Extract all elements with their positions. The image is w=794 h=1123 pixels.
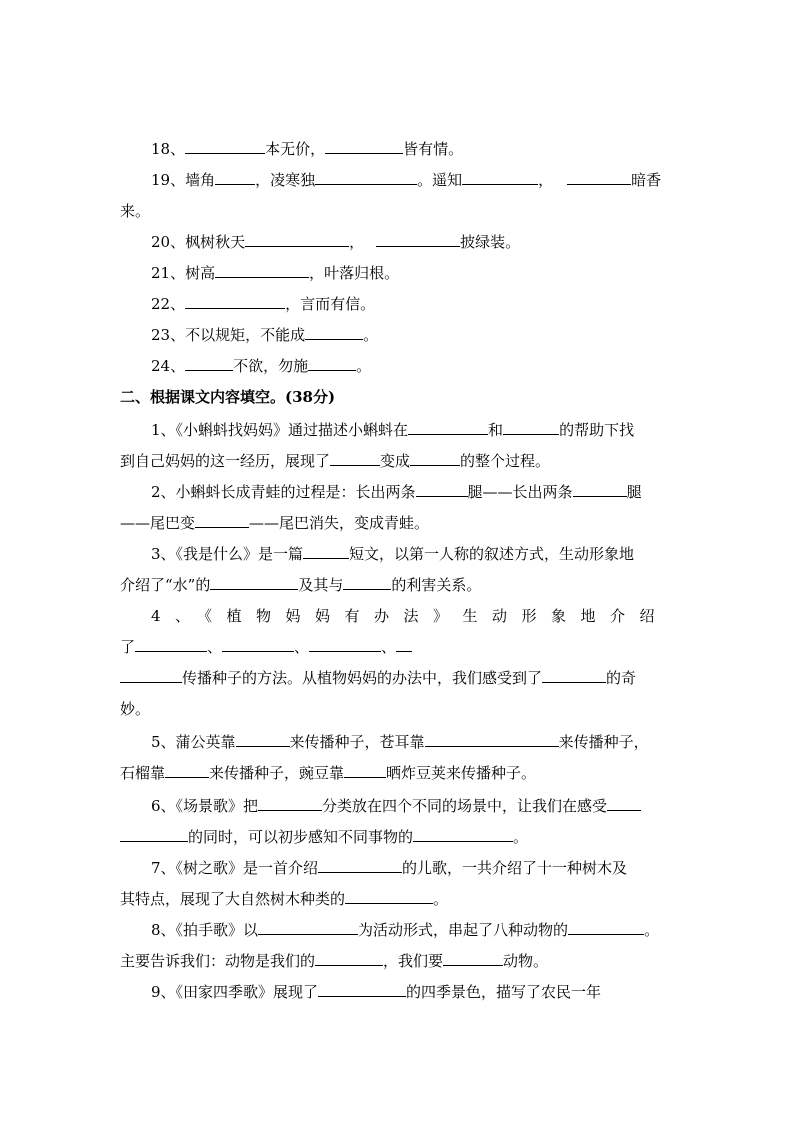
blank[interactable] — [222, 637, 294, 652]
question-text: 皆有情。 — [403, 140, 464, 158]
question-text: ， — [538, 171, 554, 189]
question-number: 23、 — [151, 326, 186, 344]
blank[interactable] — [462, 170, 538, 185]
blank[interactable] — [573, 482, 627, 497]
question-text: 主要告诉我们：动物是我们的 — [120, 952, 316, 970]
question-text: 动物。 — [503, 952, 549, 970]
question-text: 的奇 — [606, 669, 637, 687]
question-text: 的整个过程。 — [460, 452, 551, 470]
question-text: 石榴靠 — [120, 764, 166, 782]
blank[interactable] — [308, 356, 356, 371]
blank[interactable] — [325, 139, 403, 154]
blank[interactable] — [416, 482, 468, 497]
section2-question-8-cont — [120, 951, 548, 971]
question-text: 。 — [433, 890, 449, 908]
question-21 — [151, 263, 399, 283]
section2-question-5-cont — [120, 763, 536, 783]
question-text: 4、《植物妈妈有办法》生动形象地介绍 — [151, 607, 670, 625]
question-22 — [151, 294, 375, 314]
blank[interactable] — [258, 796, 322, 811]
section2-question-6 — [151, 796, 641, 816]
question-number: 20、 — [151, 233, 186, 251]
question-text: 晒炸豆荚来传播种子。 — [386, 764, 537, 782]
question-text: ，言而有信。 — [285, 295, 376, 313]
question-number: 21、 — [151, 264, 186, 282]
section2-question-8 — [151, 920, 659, 940]
question-19 — [151, 170, 661, 190]
question-text: 树高 — [185, 264, 216, 282]
question-text: 其特点，展现了大自然树木种类的 — [120, 890, 346, 908]
blank[interactable] — [607, 796, 641, 811]
question-text: 的同时，可以初步感知不同事物的 — [188, 828, 414, 846]
question-text: 7、《树之歌》是一首介绍 — [151, 859, 319, 877]
question-text: 。遥知 — [417, 171, 463, 189]
blank[interactable] — [185, 356, 233, 371]
section2-question-2-cont — [120, 513, 429, 533]
blank[interactable] — [345, 889, 433, 904]
question-text: 、 — [381, 638, 397, 656]
question-number: 22、 — [151, 295, 186, 313]
question-text: ——尾巴变 — [120, 514, 196, 532]
section2-question-1 — [151, 420, 634, 440]
blank[interactable] — [344, 763, 386, 778]
question-text: 短文，以第一人称的叙述方式，生动形象地 — [349, 545, 635, 563]
question-text: 的四季景色，描写了农民一年 — [406, 983, 602, 1001]
question-text: 介绍了“水”的 — [120, 576, 211, 594]
blank[interactable] — [568, 920, 644, 935]
question-text: 来传播种子，苍耳靠 — [289, 733, 425, 751]
section2-question-6-cont — [120, 827, 528, 847]
section2-question-3 — [151, 544, 634, 564]
question-text: 到自己妈妈的这一经历，展现了 — [120, 452, 331, 470]
blank[interactable] — [303, 544, 349, 559]
question-text: 妙。 — [120, 700, 151, 718]
blank[interactable] — [195, 513, 249, 528]
question-text: 的儿歌，一共介绍了十一种树木及 — [402, 859, 628, 877]
blank[interactable] — [408, 420, 488, 435]
section2-question-9 — [151, 982, 601, 1002]
question-text: 不以规矩，不能成 — [185, 326, 306, 344]
question-19-cont — [120, 201, 150, 221]
blank[interactable] — [215, 263, 309, 278]
section2-question-4 — [151, 606, 669, 626]
blank[interactable] — [215, 170, 255, 185]
question-24 — [151, 356, 371, 376]
question-text: 为活动形式，串起了八种动物的 — [358, 921, 569, 939]
question-text: ，凌寒独 — [255, 171, 316, 189]
section2-question-4-cont2 — [120, 668, 636, 688]
question-text: 来传播种子，豌豆靠 — [209, 764, 345, 782]
question-23 — [151, 325, 378, 345]
question-text: 8、《拍手歌》以 — [151, 921, 259, 939]
question-text: 和 — [488, 421, 504, 439]
blank[interactable] — [425, 732, 559, 747]
question-text: 。 — [513, 828, 529, 846]
section-heading: 二、根据课文内容填空。(38分) — [120, 388, 336, 406]
question-text: ，我们要 — [383, 952, 444, 970]
section2-question-4-cont3 — [120, 699, 150, 719]
question-text: ——尾巴消失，变成青蛙。 — [249, 514, 430, 532]
question-18 — [151, 139, 463, 159]
question-text: 、 — [294, 638, 310, 656]
blank[interactable] — [236, 732, 290, 747]
blank[interactable] — [258, 920, 358, 935]
question-text: 墙角 — [185, 171, 216, 189]
blank[interactable] — [542, 668, 606, 683]
question-text: 3、《我是什么》是一篇 — [151, 545, 304, 563]
blank[interactable] — [443, 951, 503, 966]
section2-question-1-cont — [120, 451, 550, 471]
blank[interactable] — [413, 827, 513, 842]
question-text: 分类放在四个不同的场景中，让我们在感受 — [322, 797, 608, 815]
section2-question-5 — [151, 732, 649, 752]
section2-question-4-cont — [120, 637, 412, 657]
blank[interactable] — [567, 170, 631, 185]
blank[interactable] — [330, 451, 380, 466]
question-text: 。 — [644, 921, 660, 939]
question-text: 来传播种子， — [558, 733, 649, 751]
section2-question-7-cont — [120, 889, 448, 909]
question-text: 变成 — [380, 452, 411, 470]
question-text: 。 — [363, 326, 379, 344]
blank[interactable] — [343, 575, 391, 590]
blank[interactable] — [318, 982, 406, 997]
question-text: 来。 — [120, 202, 151, 220]
blank[interactable] — [318, 858, 402, 873]
question-text: 不欲，勿施 — [233, 357, 309, 375]
question-text: 9、《田家四季歌》展现了 — [151, 983, 319, 1001]
question-text: ，叶落归根。 — [309, 264, 400, 282]
question-text: 。 — [356, 357, 372, 375]
question-number: 18、 — [151, 140, 186, 158]
question-text: 了 — [120, 638, 136, 656]
blank[interactable] — [210, 575, 298, 590]
question-text: 腿 — [626, 483, 642, 501]
question-text: 5、蒲公英靠 — [151, 733, 236, 751]
question-text: 本无价， — [265, 140, 326, 158]
question-20 — [151, 232, 520, 252]
question-number: 24、 — [151, 357, 186, 375]
question-text: 及其与 — [298, 576, 344, 594]
question-text: 的利害关系。 — [391, 576, 482, 594]
blank[interactable] — [185, 139, 265, 154]
question-text: 的帮助下找 — [559, 421, 635, 439]
blank[interactable] — [135, 637, 207, 652]
blank[interactable] — [376, 232, 460, 247]
question-text: 披绿装。 — [460, 233, 521, 251]
question-text: 传播种子的方法。从植物妈妈的办法中，我们感受到了 — [182, 669, 543, 687]
blank[interactable] — [410, 451, 460, 466]
blank[interactable] — [315, 170, 417, 185]
question-text: 枫树秋天 — [185, 233, 246, 251]
blank[interactable] — [165, 763, 209, 778]
blank[interactable] — [503, 420, 559, 435]
question-text: 、 — [207, 638, 223, 656]
blank[interactable] — [120, 668, 182, 683]
section2-question-7 — [151, 858, 627, 878]
section2-question-3-cont — [120, 575, 481, 595]
blank[interactable] — [309, 637, 381, 652]
blank[interactable] — [396, 637, 412, 652]
blank[interactable] — [305, 325, 363, 340]
question-text: 1、《小蝌蚪找妈妈》通过描述小蝌蚪在 — [151, 421, 409, 439]
section2-question-2 — [151, 482, 642, 502]
blank[interactable] — [185, 294, 285, 309]
question-text: 腿——长出两条 — [467, 483, 573, 501]
blank[interactable] — [315, 951, 383, 966]
blank[interactable] — [245, 232, 349, 247]
question-number: 19、 — [151, 171, 186, 189]
question-text: 6、《场景歌》把 — [151, 797, 259, 815]
question-text: 暗香 — [631, 171, 662, 189]
question-text: ， — [349, 233, 365, 251]
question-text: 2、小蝌蚪长成青蛙的过程是：长出两条 — [151, 483, 416, 501]
blank[interactable] — [120, 827, 188, 842]
